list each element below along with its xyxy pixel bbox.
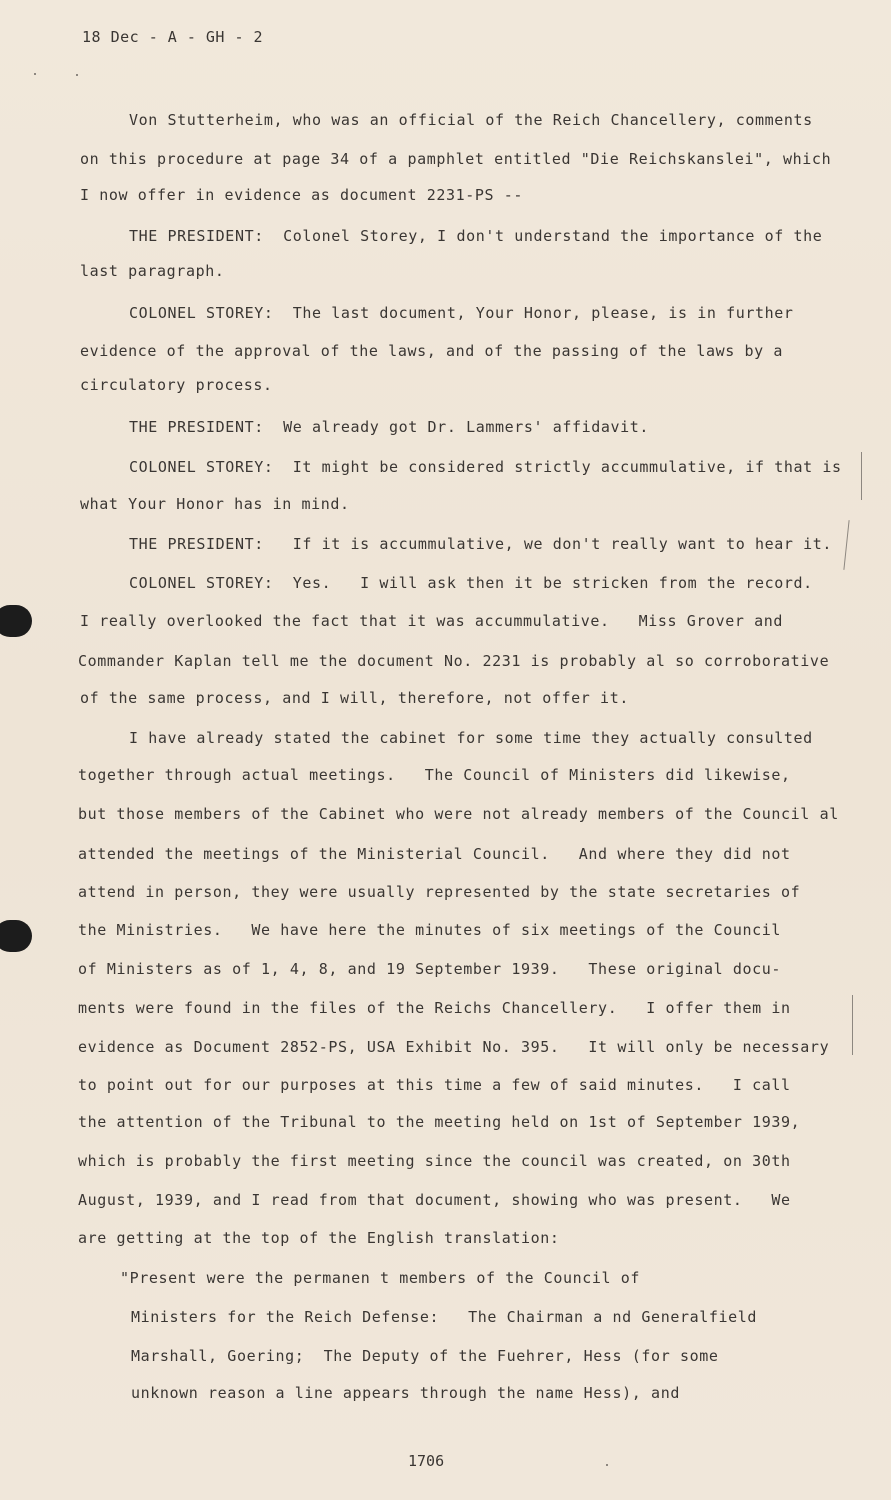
text-line: are getting at the top of the English translation: bbox=[78, 1229, 560, 1247]
text-line: COLONEL STOREY: The last document, Your Honor, please, is in further bbox=[129, 304, 794, 322]
text-line: THE PRESIDENT: If it is accummulative, we don't really want to hear it. bbox=[129, 535, 833, 553]
text-line: COLONEL STOREY: It might be considered strictly accummulative, if that is bbox=[129, 458, 842, 476]
stray-mark bbox=[76, 74, 78, 76]
text-line: which is probably the first meeting since the council was created, on 30th bbox=[78, 1152, 791, 1170]
text-line: I now offer in evidence as document 2231-PS -- bbox=[80, 186, 524, 204]
quote-line: "Present were the permanen t members of the Council of bbox=[120, 1269, 641, 1287]
text-line: but those members of the Cabinet who were not already members of the Council al bbox=[78, 805, 839, 823]
margin-mark bbox=[861, 452, 862, 500]
text-line: COLONEL STOREY: Yes. I will ask then it be stricken from the record. bbox=[129, 574, 813, 592]
text-line: circulatory process. bbox=[80, 376, 273, 394]
text-line: the Ministries. We have here the minutes of six meetings of the Council bbox=[78, 921, 782, 939]
page-number: 1706 bbox=[408, 1452, 445, 1470]
stray-mark bbox=[606, 1464, 608, 1466]
text-line: the attention of the Tribunal to the meeting held on 1st of September 1939, bbox=[78, 1113, 801, 1131]
text-line: of the same process, and I will, therefore, not offer it. bbox=[80, 689, 629, 707]
quote-line: Ministers for the Reich Defense: The Chairman a nd Generalfield bbox=[131, 1308, 757, 1326]
text-line: Von Stutterheim, who was an official of the Reich Chancellery, comments bbox=[129, 111, 813, 129]
text-line: evidence of the approval of the laws, and of the passing of the laws by a bbox=[80, 342, 784, 360]
quote-line: unknown reason a line appears through the name Hess), and bbox=[131, 1384, 680, 1402]
margin-mark bbox=[852, 995, 853, 1055]
text-line: THE PRESIDENT: Colonel Storey, I don't understand the importance of the bbox=[129, 227, 823, 245]
text-line: evidence as Document 2852-PS, USA Exhibit No. 395. It will only be necessary bbox=[78, 1038, 830, 1056]
text-line: attended the meetings of the Ministerial Council. And where they did not bbox=[78, 845, 791, 863]
text-line: of Ministers as of 1, 4, 8, and 19 September 1939. These original docu- bbox=[78, 960, 782, 978]
text-line: on this procedure at page 34 of a pamphlet entitled "Die Reichskanslei", which bbox=[80, 150, 832, 168]
text-line: attend in person, they were usually represented by the state secretaries of bbox=[78, 883, 801, 901]
stray-mark bbox=[34, 73, 36, 75]
text-line: to point out for our purposes at this time a few of said minutes. I call bbox=[78, 1076, 791, 1094]
text-line: I really overlooked the fact that it was accummulative. Miss Grover and bbox=[80, 612, 784, 630]
text-line: August, 1939, and I read from that document, showing who was present. We bbox=[78, 1191, 791, 1209]
text-line: THE PRESIDENT: We already got Dr. Lammers' affidavit. bbox=[129, 418, 650, 436]
document-header: 18 Dec - A - GH - 2 bbox=[82, 28, 264, 46]
text-line: I have already stated the cabinet for some time they actually consulted bbox=[129, 729, 813, 747]
text-line: last paragraph. bbox=[80, 262, 225, 280]
margin-mark bbox=[843, 520, 849, 570]
text-line: ments were found in the files of the Reichs Chancellery. I offer them in bbox=[78, 999, 791, 1017]
punch-hole bbox=[0, 605, 32, 637]
text-line: Commander Kaplan tell me the document No. 2231 is probably al so corroborative bbox=[78, 652, 830, 670]
punch-hole bbox=[0, 920, 32, 952]
text-line: together through actual meetings. The Council of Ministers did likewise, bbox=[78, 766, 791, 784]
text-line: what Your Honor has in mind. bbox=[80, 495, 350, 513]
quote-line: Marshall, Goering; The Deputy of the Fuehrer, Hess (for some bbox=[131, 1347, 719, 1365]
